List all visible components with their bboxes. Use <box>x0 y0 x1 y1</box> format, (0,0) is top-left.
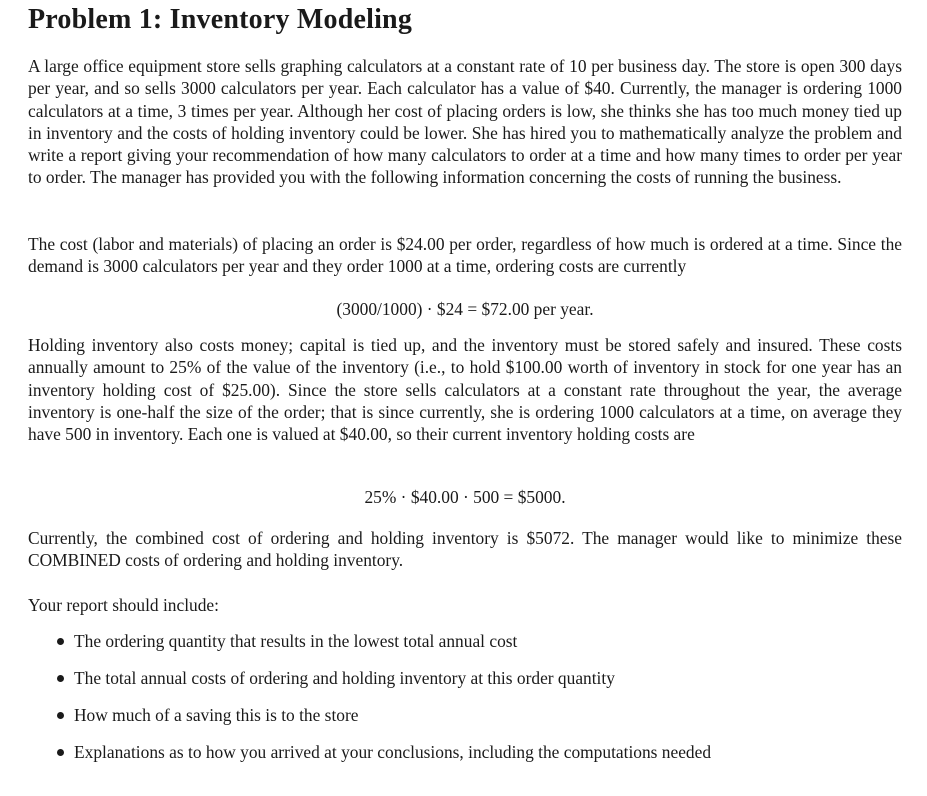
list-item <box>28 704 711 741</box>
holding-cost-paragraph: Holding inventory also costs money; capital is tied up, and the inventory must be stored safely and insured. These costs annually amount to 25% of the value of the inventory (i.e., to hold $100.00 worth of inventory in stock for one year has an inventory holding cost of $25.00). Since the store sells calculators at a constant rate throughout the year, the average inventory is one-half the size of the order; that is since currently, she is ordering 1000 calculators at a time, on average they have 500 in inventory. Each one is valued at $40.00, so their current inventory holding costs are <box>28 335 902 445</box>
bullet-icon <box>57 712 64 719</box>
list-item <box>28 667 711 704</box>
list-item <box>28 741 711 778</box>
list-item-text: Explanations as to how you arrived at your conclusions, including the computations needed <box>74 742 712 762</box>
list-item-text: The total annual costs of ordering and holding inventory at this order quantity <box>74 668 615 688</box>
report-intro: Your report should include: <box>28 595 219 615</box>
holding-cost-equation: 25% · $40.00 · 500 = $5000. <box>364 487 566 507</box>
combined-cost-paragraph: Currently, the combined cost of ordering and holding inventory is $5072. The manager would like to minimize these COMBINED costs of ordering and holding inventory. <box>28 528 902 571</box>
list-item-text: The ordering quantity that results in the lowest total annual cost <box>74 631 518 651</box>
list-item-text: How much of a saving this is to the store <box>74 705 359 725</box>
bullet-icon <box>57 675 64 682</box>
list-item <box>28 630 711 667</box>
ordering-cost-equation: (3000/1000) · $24 = $72.00 per year. <box>336 299 594 319</box>
problem-title: Problem 1: Inventory Modeling <box>28 4 413 35</box>
intro-paragraph: A large office equipment store sells graphing calculators at a constant rate of 10 per business day. The store is open 300 days per year, and so sells 3000 calculators per year. Each calculator has a value of $40. Currently, the manager is ordering 1000 calculators at a time, 3 times per year. Although her cost of placing orders is low, she thinks she has too much money tied up in inventory and the costs of holding inventory could be lower. She has hired you to mathematically analyze the problem and write a report giving your recommendation of how many calculators to order at a time and how many times to order per year to order. The manager has provided you with the following information concerning the costs of running the business. <box>28 56 902 188</box>
report-requirements-list <box>28 630 711 778</box>
ordering-cost-paragraph: The cost (labor and materials) of placing an order is $24.00 per order, regardless of how much is ordered at a time. Since the demand is 3000 calculators per year and they order 1000 at a time, ordering costs are currently <box>28 234 902 277</box>
bullet-icon <box>57 638 64 645</box>
bullet-icon <box>57 749 64 756</box>
